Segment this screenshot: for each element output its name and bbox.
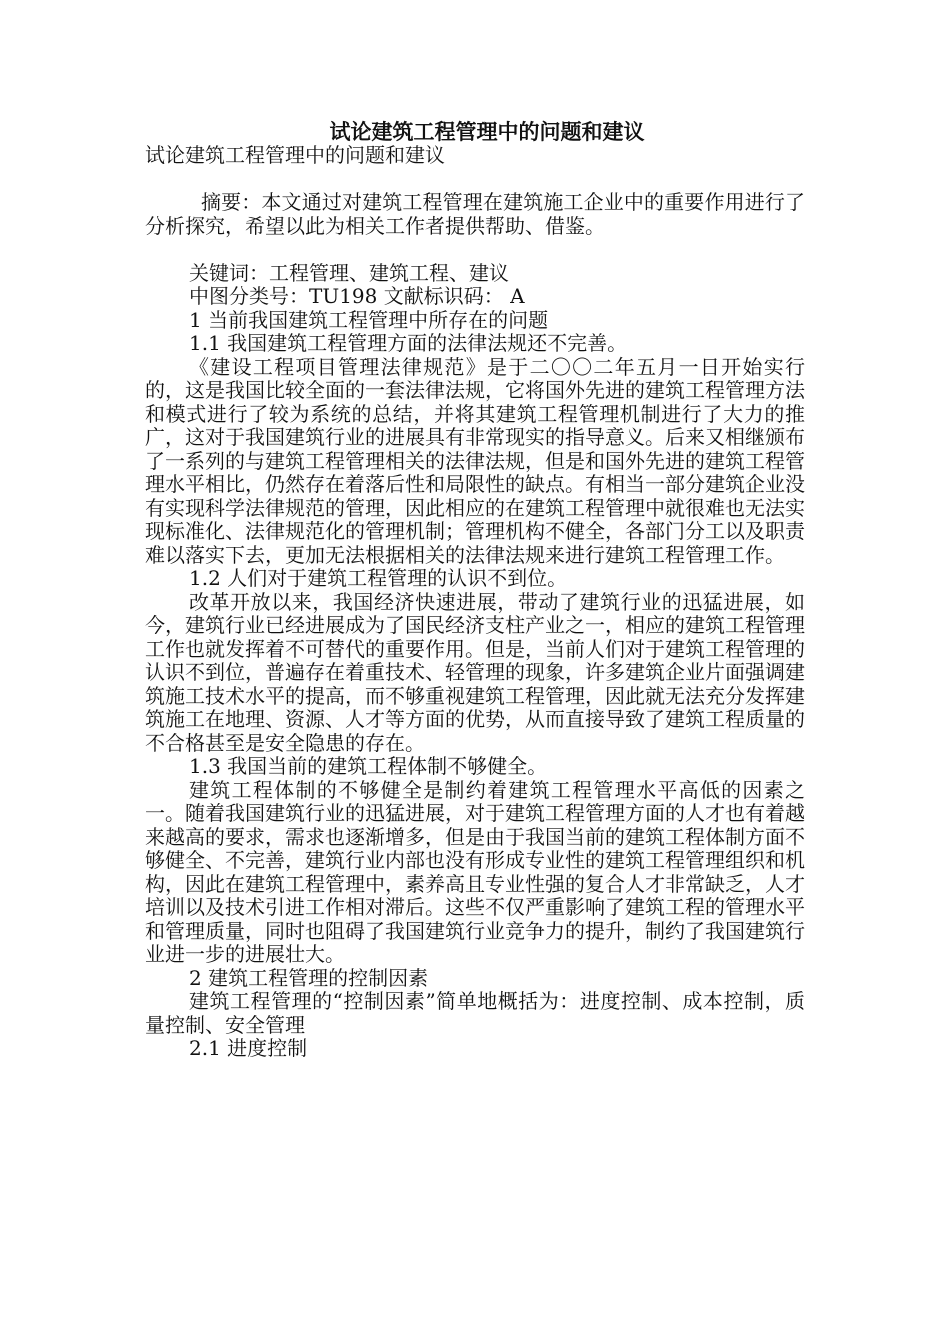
abstract-paragraph: 摘要：本文通过对建筑工程管理在建筑施工企业中的重要作用进行了分析探究，希望以此为相关工作者提供帮助、借鉴。: [145, 190, 805, 238]
section-1-2-heading: 1.2 人们对于建筑工程管理的认识不到位。: [189, 566, 568, 590]
section-1-1-body: 《建设工程项目管理法律规范》是于二〇〇二年五月一日开始实行的，这是我国比较全面的一套法律法规，它将国外先进的建筑工程管理方法和模式进行了较为系统的总结，并将其建筑工程管理机制进行了大力的推广，这对于我国建筑行业的进展具有非常现实的指导意义。后来又相继颁布了一系列的与建筑工程管理相关的法律法规，但是和国外先进的建筑工程管理水平相比，仍然存在着落后性和局限性的缺点。有相当一部分建筑企业没有实现科学法律规范的管理，因此相应的在建筑工程管理中就很难也无法实现标准化、法律规范化的管理机制；管理机构不健全，各部门分工以及职责难以落实下去，更加无法根据相关的法律法规来进行建筑工程管理工作。: [145, 354, 805, 567]
section-1-3-body: 建筑工程体制的不够健全是制约着建筑工程管理水平高低的因素之一。随着我国建筑行业的迅猛进展，对于建筑工程管理方面的人才也有着越来越高的要求，需求也逐渐增多，但是由于我国当前的建筑工程体制方面不够健全、不完善，建筑行业内部也没有形成专业性的建筑工程管理组织和机构，因此在建筑工程管理中，素养高且专业性强的复合人才非常缺乏，人才培训以及技术引进工作相对滞后。这些不仅严重影响了建筑工程的管理水平和管理质量，同时也阻碍了我国建筑行业竞争力的提升，制约了我国建筑行业进一步的进展壮大。: [145, 777, 805, 966]
section-2-1-heading: 2.1 进度控制: [189, 1036, 308, 1060]
document-subtitle: 试论建筑工程管理中的问题和建议: [145, 143, 445, 167]
blank-line: [145, 238, 805, 262]
document-title: 试论建筑工程管理中的问题和建议: [329, 120, 645, 144]
classification-line: 中图分类号：TU198 文献标识码： A: [189, 284, 525, 308]
keywords-line: 关键词：工程管理、建筑工程、建议: [189, 260, 509, 285]
section-1-heading: 1 当前我国建筑工程管理中所存在的问题: [189, 307, 549, 332]
section-1-2-body: 改革开放以来，我国经济快速进展，带动了建筑行业的迅猛进展，如今，建筑行业已经进展成为了国民经济支柱产业之一，相应的建筑工程管理工作也就发挥着不可替代的重要作用。但是，当前人们对于建筑工程管理的认识不到位，普遍存在着重技术、轻管理的现象，许多建筑企业片面强调建筑施工技术水平的提高，而不够重视建筑工程管理，因此就无法充分发挥建筑施工在地理、资源、人才等方面的优势，从而直接导致了建筑工程质量的不合格甚至是安全隐患的存在。: [145, 589, 805, 755]
section-2-body: 建筑工程管理的“控制因素”简单地概括为：进度控制、成本控制，质量控制、安全管理: [145, 989, 805, 1037]
section-2-heading: 2 建筑工程管理的控制因素: [189, 965, 429, 990]
section-1-3-heading: 1.3 我国当前的建筑工程体制不够健全。: [189, 754, 548, 778]
document-body: [145, 120, 805, 1061]
section-1-1-heading: 1.1 我国建筑工程管理方面的法律法规还不完善。: [189, 331, 628, 355]
blank-line: [145, 168, 805, 192]
